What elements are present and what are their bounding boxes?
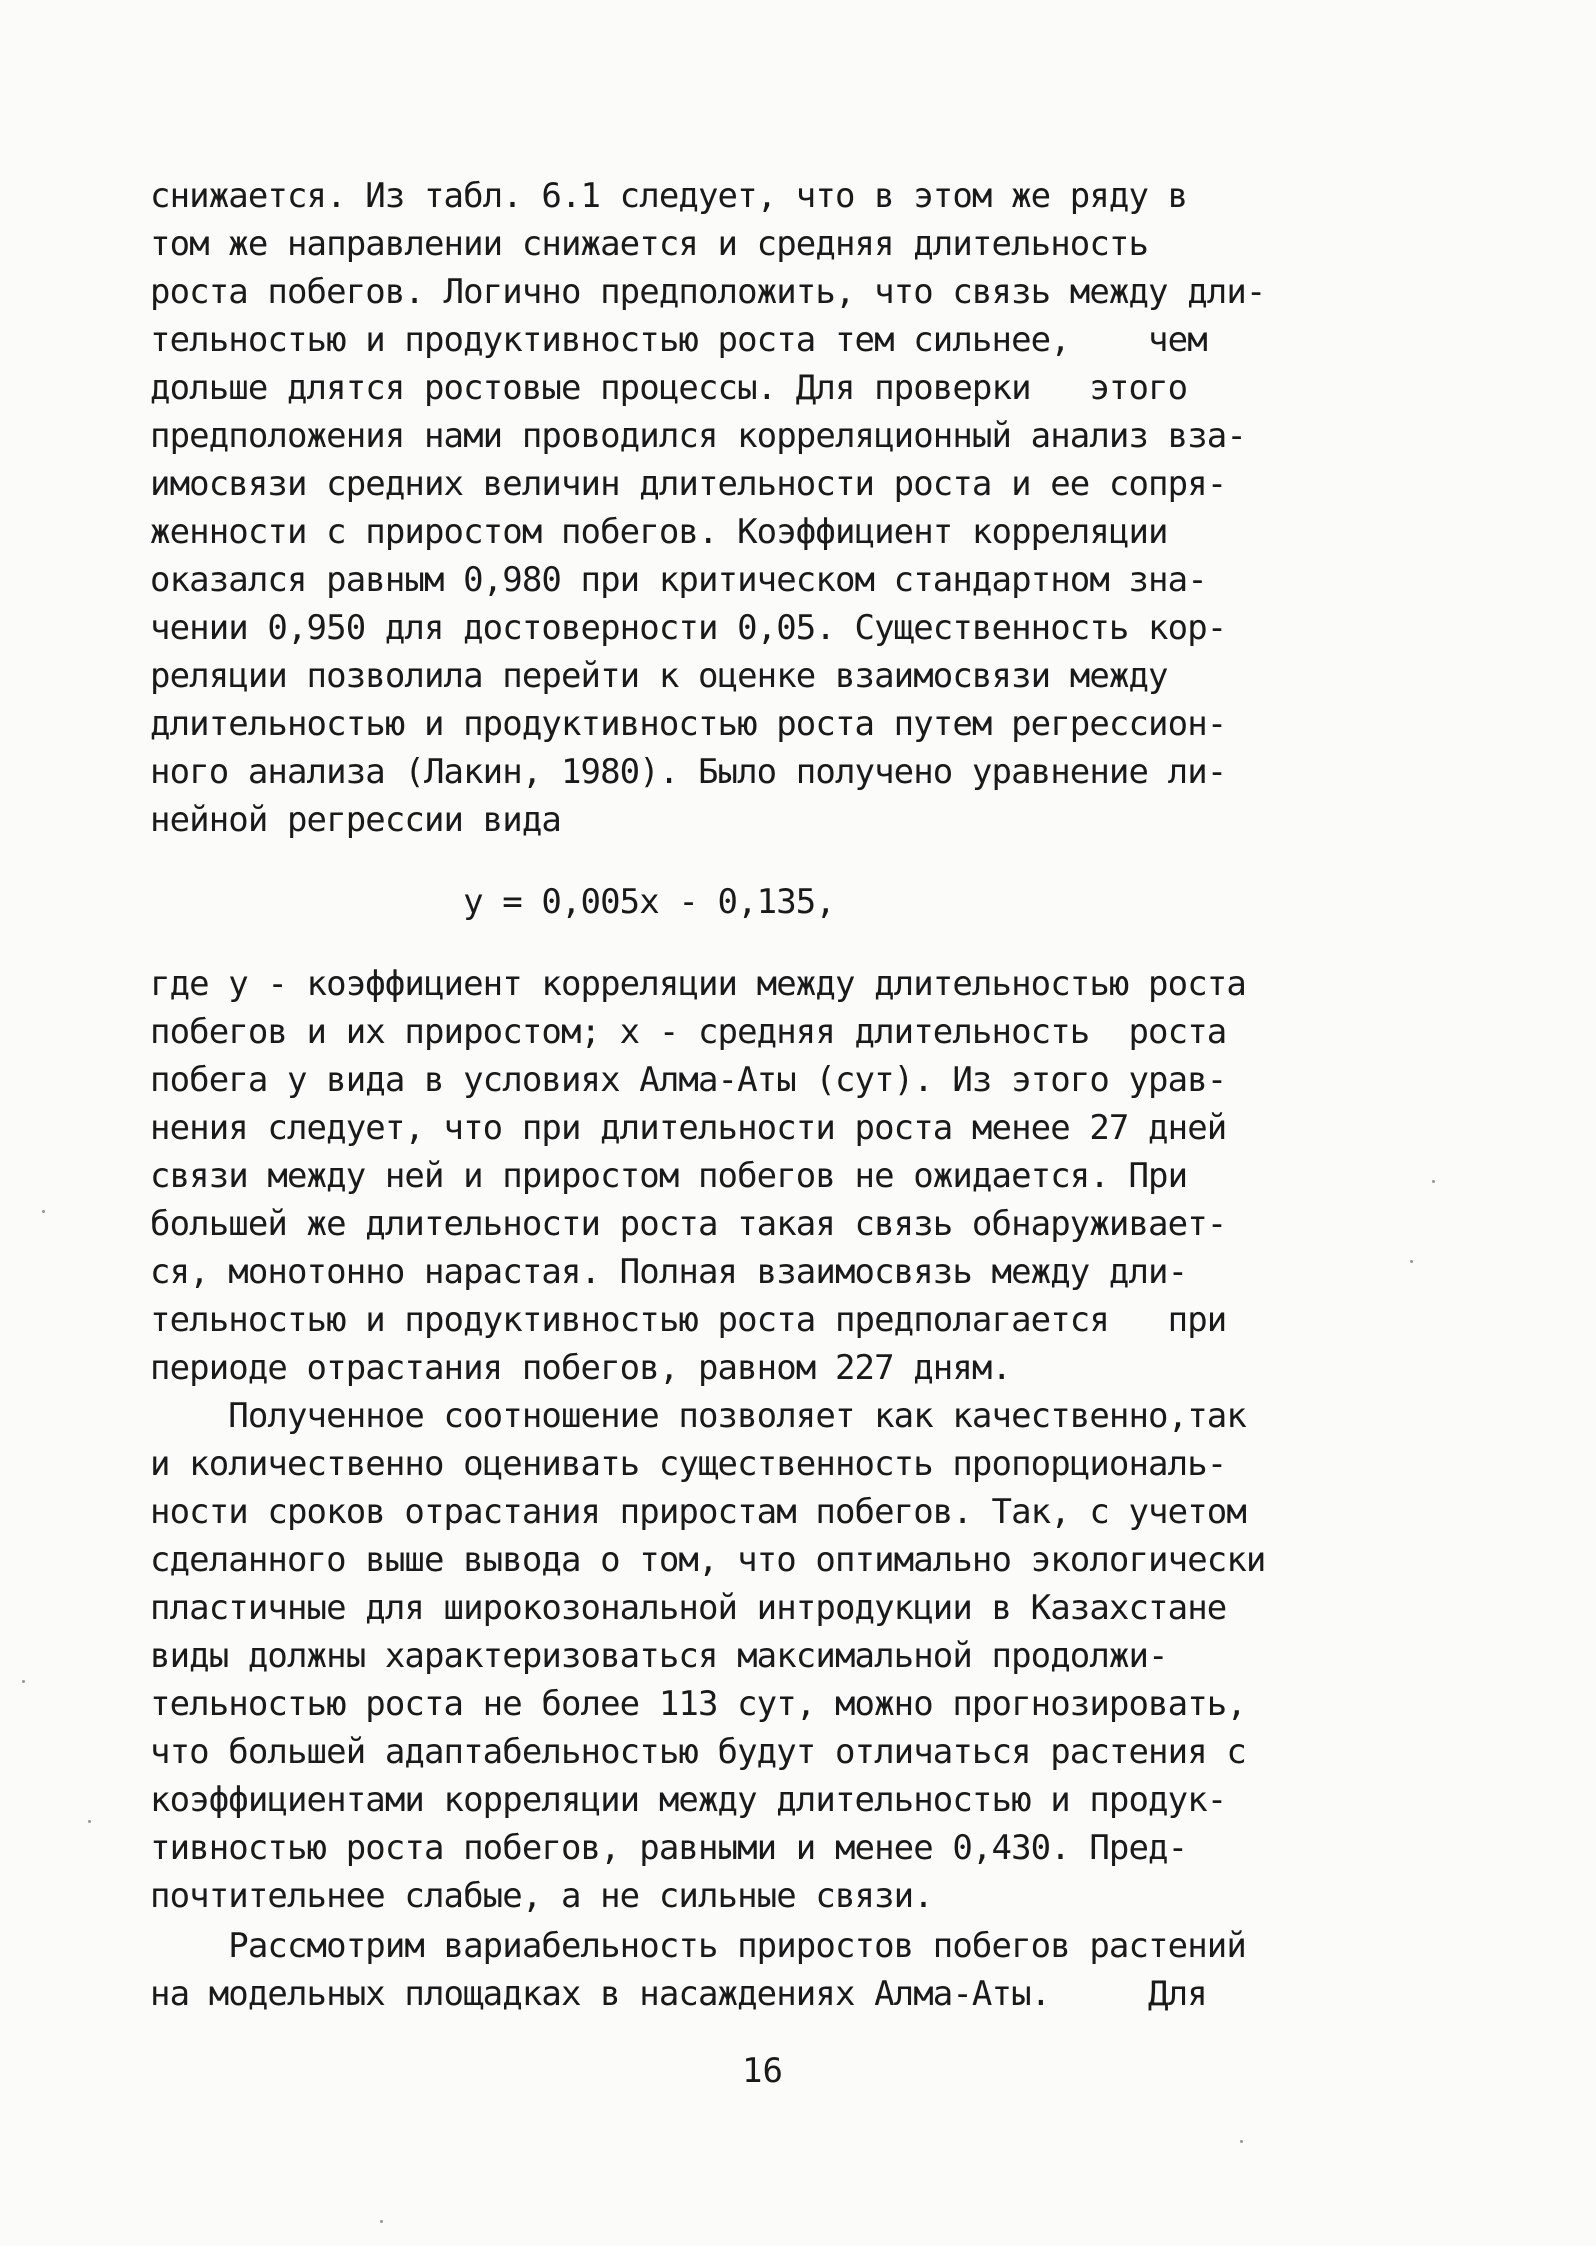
scan-speck: [22, 1680, 25, 1683]
text-line: предположения нами проводился корреляционный анализ вза-: [150, 416, 1246, 456]
text-line: сделанного выше вывода о том, что оптимально экологически: [150, 1540, 1266, 1580]
text-line: и количественно оценивать существенность пропорциональ-: [150, 1444, 1227, 1484]
text-line: почтительнее слабые, а не сильные связи.: [150, 1876, 933, 1916]
scan-speck: [1240, 2140, 1243, 2143]
text-line: оказался равным 0,980 при критическом стандартном зна-: [150, 560, 1207, 600]
text-line: ности сроков отрастания приростам побегов. Так, с учетом: [150, 1492, 1246, 1532]
equation: y = 0,005x - 0,135,: [150, 882, 835, 922]
text-line: дольше длятся ростовые процессы. Для проверки этого: [150, 368, 1188, 408]
text-line: нейной регрессии вида: [150, 800, 561, 840]
text-line: длительностью и продуктивностью роста путем регрессион-: [150, 704, 1227, 744]
text-line: роста побегов. Логично предположить, что связь между дли-: [150, 272, 1266, 312]
text-line: снижается. Из табл. 6.1 следует, что в этом же ряду в: [150, 176, 1188, 216]
text-line: тивностью роста побегов, равными и менее 0,430. Пред-: [150, 1828, 1188, 1868]
text-line: пластичные для широкозональной интродукции в Казахстане: [150, 1588, 1227, 1628]
text-line: связи между ней и приростом побегов не ожидается. При: [150, 1156, 1188, 1196]
text-line: нения следует, что при длительности роста менее 27 дней: [150, 1108, 1227, 1148]
text-line: Рассмотрим вариабельность приростов побегов растений: [150, 1926, 1246, 1966]
text-line: побега у вида в условиях Алма-Аты (сут). Из этого урав-: [150, 1060, 1227, 1100]
text-line: ся, монотонно нарастая. Полная взаимосвязь между дли-: [150, 1252, 1188, 1292]
text-line: на модельных площадках в насаждениях Алма-Аты. Для: [150, 1974, 1207, 2014]
text-line: имосвязи средних величин длительности роста и ее сопря-: [150, 464, 1227, 504]
text-line: тельностью роста не более 113 сут, можно прогнозировать,: [150, 1684, 1246, 1724]
scan-speck: [380, 2220, 383, 2223]
text-line: женности с приростом побегов. Коэффициент корреляции: [150, 512, 1168, 552]
text-line: Полученное соотношение позволяет как качественно,так: [150, 1396, 1246, 1436]
scan-speck: [88, 1820, 91, 1823]
text-line: побегов и их приростом; х - средняя длительность роста: [150, 1012, 1227, 1052]
scan-speck: [1410, 1260, 1413, 1263]
scan-speck: [42, 1210, 45, 1213]
text-line: тельностью и продуктивностью роста предполагается при: [150, 1300, 1227, 1340]
text-line: коэффициентами корреляции между длительностью и продук-: [150, 1780, 1227, 1820]
scan-speck: [1432, 1180, 1435, 1183]
text-line: где у - коэффициент корреляции между длительностью роста: [150, 964, 1246, 1004]
text-line: чении 0,950 для достоверности 0,05. Существенность кор-: [150, 608, 1227, 648]
page-number: 16: [742, 2051, 783, 2091]
text-line: что большей адаптабельностью будут отличаться растения с: [150, 1732, 1246, 1772]
text-line: реляции позволила перейти к оценке взаимосвязи между: [150, 656, 1168, 696]
text-line: ного анализа (Лакин, 1980). Было получено уравнение ли-: [150, 752, 1227, 792]
text-line: периоде отрастания побегов, равном 227 дням.: [150, 1348, 1012, 1388]
text-line: тельностью и продуктивностью роста тем сильнее, чем: [150, 320, 1207, 360]
text-line: большей же длительности роста такая связь обнаруживает-: [150, 1204, 1227, 1244]
text-line: виды должны характеризоваться максимальной продолжи-: [150, 1636, 1168, 1676]
text-line: том же направлении снижается и средняя длительность: [150, 224, 1149, 264]
